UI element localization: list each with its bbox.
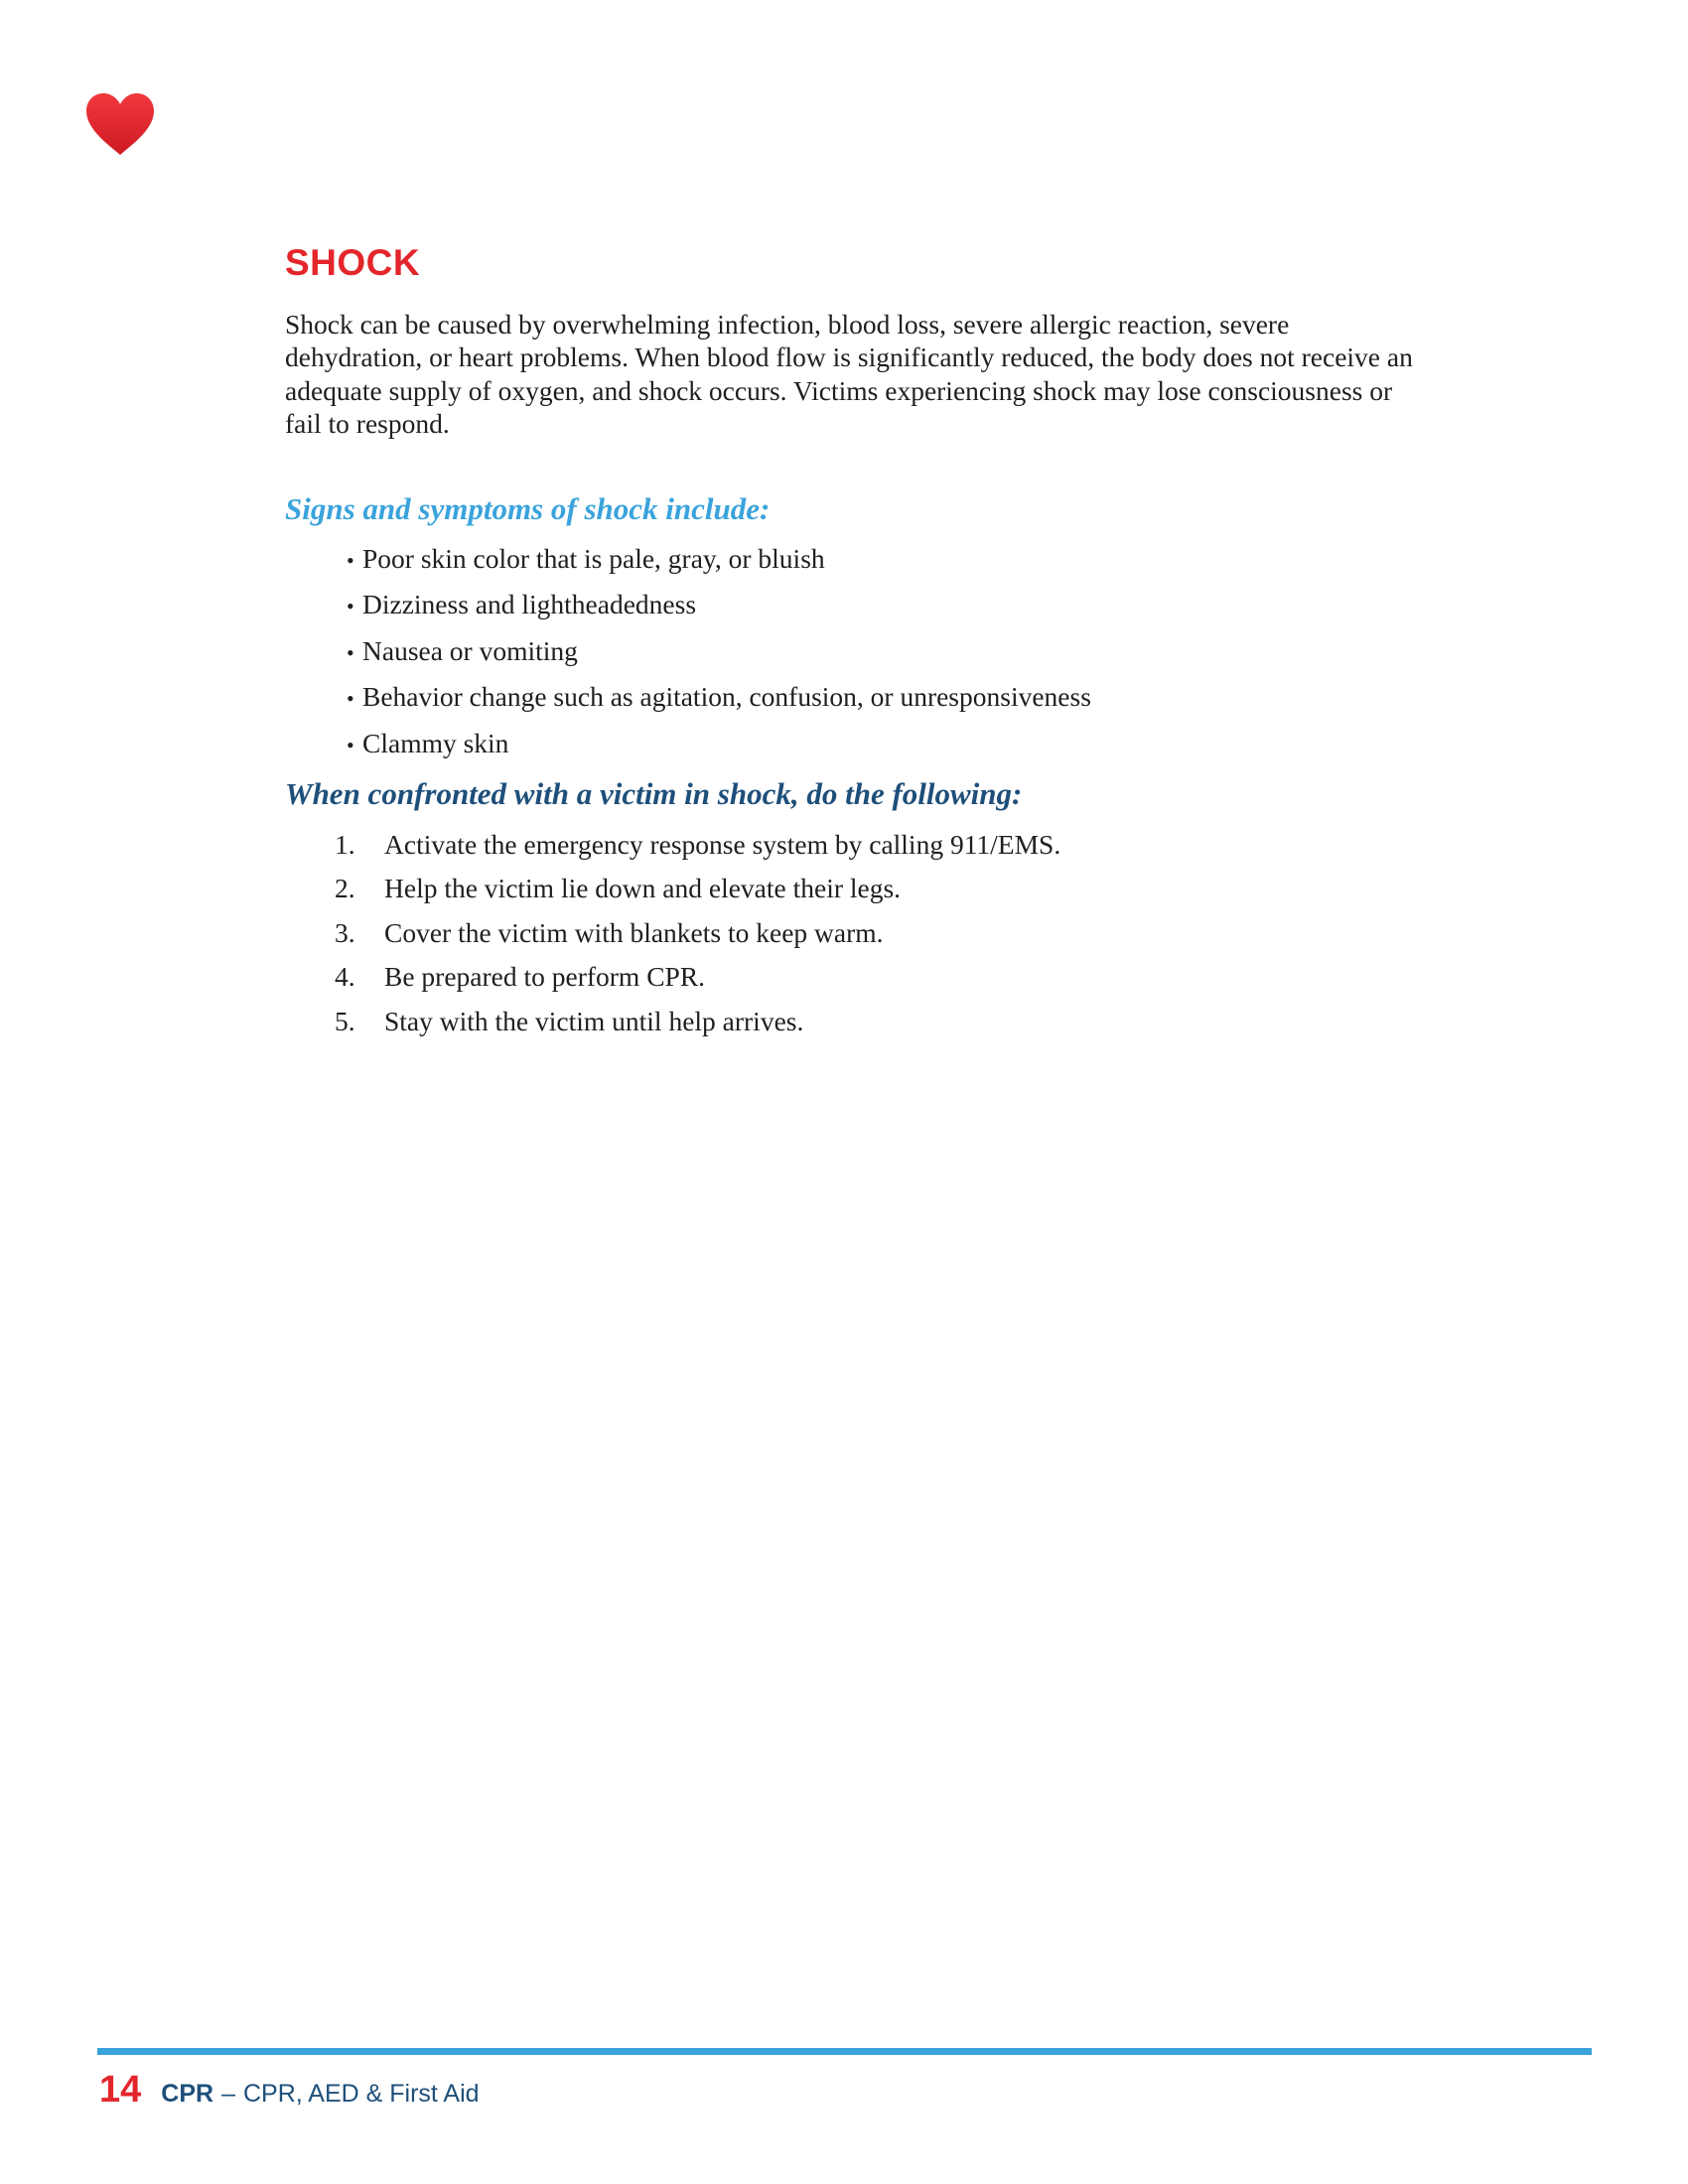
list-item [347,583,1427,629]
step-number: 4. [335,961,355,993]
footer-subtitle: CPR, AED & First Aid [242,2080,480,2108]
page-title: SHOCK [285,242,421,283]
bullet: • [347,732,354,757]
step-number: 1. [335,828,355,860]
list-item [335,823,1427,868]
list-item-text: Dizziness and lightheadedness [362,589,697,620]
list-item [335,867,1427,911]
step-text: Stay with the victim until help arrives. [384,1005,804,1036]
actions-heading: When confronted with a victim in shock, do the following: [285,776,1023,812]
signs-heading: Signs and symptoms of shock include: [285,490,771,526]
step-text: Be prepared to perform CPR. [384,961,706,993]
footer-brand: CPR [161,2080,214,2108]
list-item [347,722,1427,768]
list-item [347,537,1427,584]
bullet: • [347,594,354,619]
bullet: • [347,686,354,712]
footer-divider [97,2048,1592,2055]
step-number: 2. [335,873,355,904]
step-text: Help the victim lie down and elevate their legs. [384,873,902,904]
list-item [347,629,1427,676]
list-item [335,1000,1427,1044]
bullet: • [347,547,354,573]
list-item-text: Poor skin color that is pale, gray, or bluish [362,542,825,574]
step-number: 5. [335,1005,355,1036]
intro-paragraph: Shock can be caused by overwhelming infection, blood loss, severe allergic reaction, severe dehydration, or heart problems. When blood flow is significantly reduced, the body does not receive an adequate supply of oxygen, and shock occurs. Victims experiencing shock may lose consciousness or fail to respond. [285,308,1413,440]
list-item [347,675,1427,722]
step-text: Cover the victim with blankets to keep warm. [384,916,884,948]
list-item-text: Behavior change such as agitation, confusion, or unresponsiveness [362,681,1091,713]
footer-separator: – [221,2080,235,2108]
page-footer [99,2069,480,2112]
heart-icon [84,91,156,157]
actions-list [285,823,1427,1044]
step-text: Activate the emergency response system by calling 911/EMS. [384,828,1061,860]
signs-list [285,537,1427,768]
main-content [285,243,1427,1043]
bullet: • [347,639,354,665]
list-item [335,911,1427,956]
list-item-text: Nausea or vomiting [362,634,578,666]
list-item-text: Clammy skin [362,727,509,758]
step-number: 3. [335,916,355,948]
page-number: 14 [99,2069,142,2111]
list-item [335,955,1427,1000]
